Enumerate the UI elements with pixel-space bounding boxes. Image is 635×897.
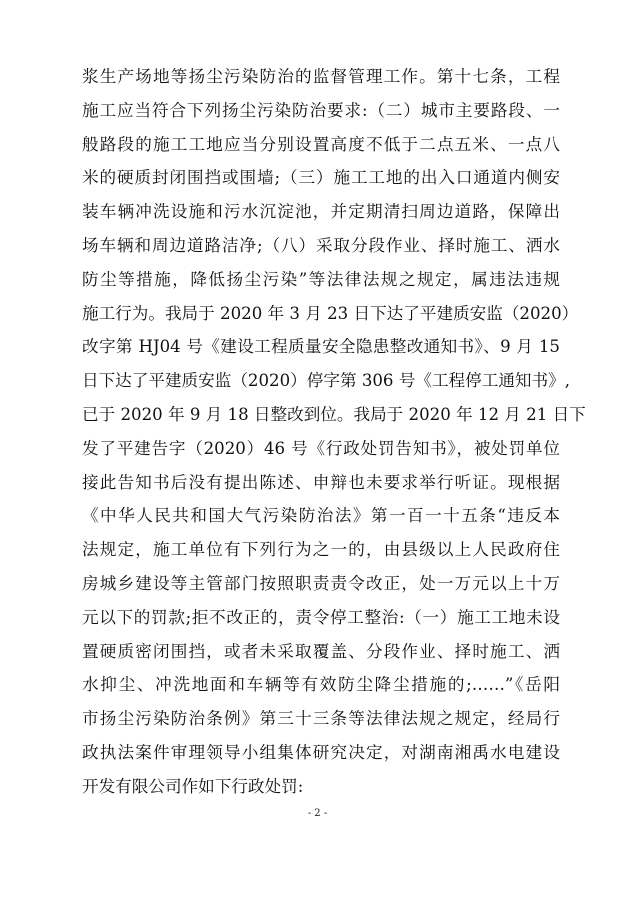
page-number: - 2 - — [307, 808, 328, 819]
text-line: 米的硬质封闭围挡或围墙;（三）施工工地的出入口通道内侧安 — [82, 168, 560, 188]
text-line: 已于 2020 年 9 月 18 日整改到位。我局于 2020 年 12 月 21 日下 — [82, 404, 586, 424]
text-line: 发了平建告字（2020）46 号《行政处罚告知书》，被处罚单位 — [82, 438, 560, 458]
text-line: 法规定，施工单位有下列行为之一的，由县级以上人民政府住 — [82, 540, 560, 560]
text-line: 水抑尘、冲洗地面和车辆等有效防尘降尘措施的;……”《岳阳 — [82, 675, 560, 695]
text-line: 开发有限公司作如下行政处罚: — [82, 776, 304, 796]
text-line: 施工应当符合下列扬尘污染防治要求:（二）城市主要路段、一 — [82, 100, 560, 120]
text-line: 《中华人民共和国大气污染防治法》第一百一十五条“违反本 — [82, 506, 560, 526]
text-line: 市扬尘污染防治条例》第三十三条等法律法规之规定，经局行 — [82, 709, 560, 729]
text-line: 房城乡建设等主管部门按照职责责令改正，处一万元以上十万 — [82, 573, 560, 593]
body-text — [82, 60, 586, 804]
text-line: 施工行为。我局于 2020 年 3 月 23 日下达了平建质安监（2020） — [82, 303, 579, 323]
text-line: 防尘等措施，降低扬尘污染”等法律法规之规定，属违法违规 — [82, 269, 560, 289]
text-line: 般路段的施工工地应当分别设置高度不低于二点五米、一点八 — [82, 134, 560, 154]
text-line: 场车辆和周边道路洁净;（八）采取分段作业、择时施工、洒水 — [82, 235, 560, 255]
text-line: 接此告知书后没有提出陈述、申辩也未要求举行听证。现根据 — [82, 472, 560, 492]
text-line: 元以下的罚款;拒不改正的，责令停工整治:（一）施工工地未设 — [82, 607, 560, 627]
text-line: 置硬质密闭围挡，或者未采取覆盖、分段作业、择时施工、洒 — [82, 641, 560, 661]
text-line: 装车辆冲洗设施和污水沉淀池，并定期清扫周边道路，保障出 — [82, 202, 560, 222]
text-line: 浆生产场地等扬尘污染防治的监督管理工作。第十七条，工程 — [82, 67, 560, 86]
text-line: 政执法案件审理领导小组集体研究决定，对湖南湘禹水电建设 — [82, 742, 560, 762]
text-line: 改字第 HJ04 号《建设工程质量安全隐患整改通知书》、9 月 15 — [82, 337, 560, 357]
text-line: 日下达了平建质安监（2020）停字第 306 号《工程停工通知书》, — [82, 371, 570, 391]
